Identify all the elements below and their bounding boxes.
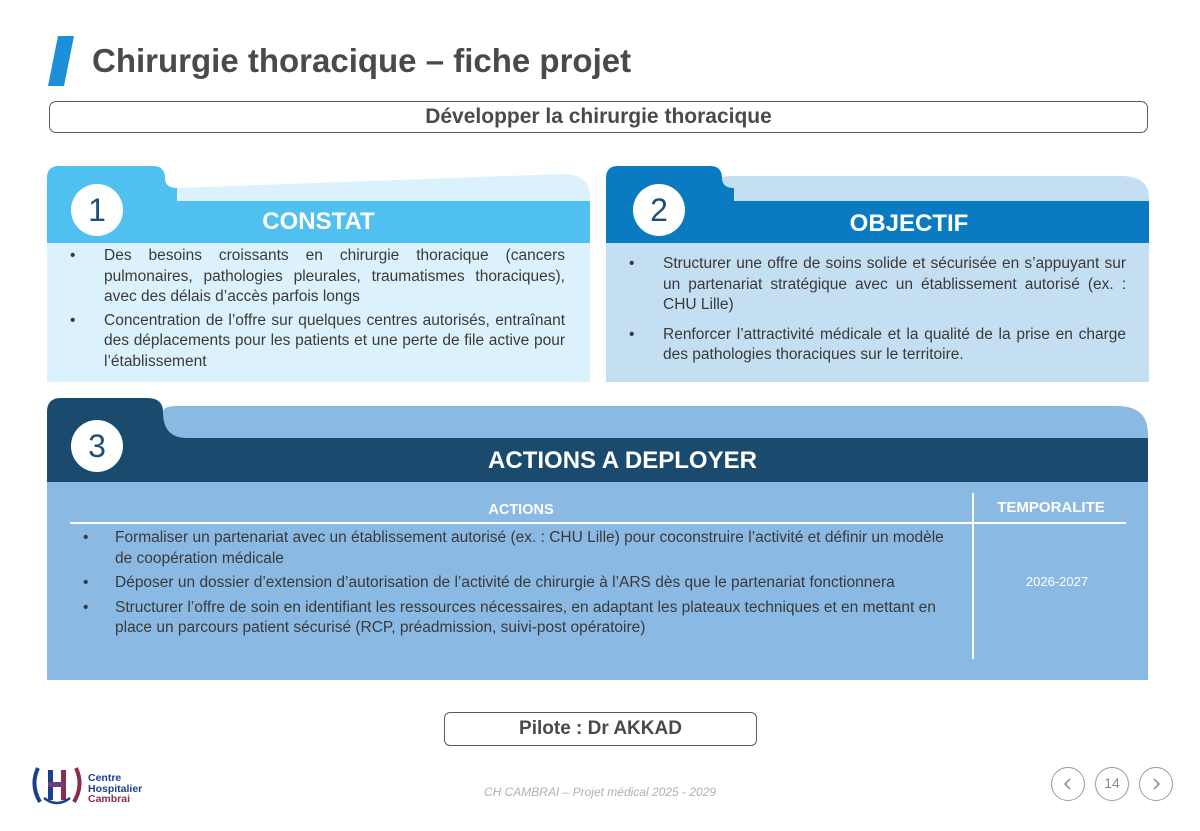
title-accent-slash <box>48 36 74 86</box>
constat-number-badge: 1 <box>71 184 123 236</box>
constat-panel-tab <box>47 166 590 202</box>
objectif-item: • Renforcer l’attractivité médicale et la qualité de la prise en charge des pathologies thoraciques sur le territoire. <box>619 325 1126 366</box>
next-page-button[interactable] <box>1139 767 1173 801</box>
actions-number-badge: 3 <box>71 420 123 472</box>
actions-title: ACTIONS A DEPLOYER <box>47 438 1148 482</box>
action-item: • Déposer un dossier d’extension d’autorisation de l’activité de chirurgie à l’ARS dès que le partenariat fonctionnera <box>70 573 950 594</box>
actions-list <box>70 528 950 643</box>
column-divider <box>972 493 974 659</box>
page-number: 14 <box>1095 767 1129 801</box>
action-item: • Structurer l’offre de soin en identifiant les ressources nécessaires, en adaptant les plateaux techniques et en mettant en place un parcours patient sécurisé (RCP, préadmission, suivi-post opératoire) <box>70 598 950 639</box>
previous-page-button[interactable] <box>1051 767 1085 801</box>
objectif-panel-tab <box>606 166 1149 202</box>
constat-title: CONSTAT <box>47 201 590 243</box>
hospital-logo-text: Centre Hospitalier Cambrai <box>88 772 143 805</box>
objectif-title: OBJECTIF <box>606 201 1149 243</box>
objectif-body <box>606 243 1149 382</box>
temporalite-column-header: TEMPORALITE <box>997 499 1105 516</box>
pilot-label: Pilote : Dr AKKAD <box>444 712 757 746</box>
actions-panel-tab <box>47 398 1148 440</box>
header-divider <box>70 522 1126 524</box>
actions-body <box>47 482 1148 680</box>
action-item: • Formaliser un partenariat avec un établissement autorisé (ex. : CHU Lille) pour coconstruire l’activité et définir un modèle de coopération médicale <box>70 528 950 569</box>
actions-column-header: ACTIONS <box>488 502 554 518</box>
temporalite-value: 2026-2027 <box>1025 574 1089 589</box>
page-title: Chirurgie thoracique – fiche projet <box>92 42 632 79</box>
chevron-left-icon <box>1062 777 1074 791</box>
objectif-number-badge: 2 <box>633 184 685 236</box>
objectif-item: • Structurer une offre de soins solide et sécurisée en s’appuyant sur un partenariat stratégique avec un établissement autorisé (ex. : CHU Lille) <box>619 254 1126 316</box>
chevron-right-icon <box>1150 777 1162 791</box>
page-subtitle: Développer la chirurgie thoracique <box>49 101 1148 133</box>
constat-item: • Des besoins croissants en chirurgie thoracique (cancers pulmonaires, pathologies pleurales, traumatismes thoraciques), avec des délais d’accès parfois longs <box>60 246 565 308</box>
constat-item: • Concentration de l’offre sur quelques centres autorisés, entraînant des déplacements pour les patients et une perte de file active pour l’établissement <box>60 311 565 373</box>
footer-text: CH CAMBRAI – Projet médical 2025 - 2029 <box>483 785 717 799</box>
constat-body <box>47 243 590 382</box>
